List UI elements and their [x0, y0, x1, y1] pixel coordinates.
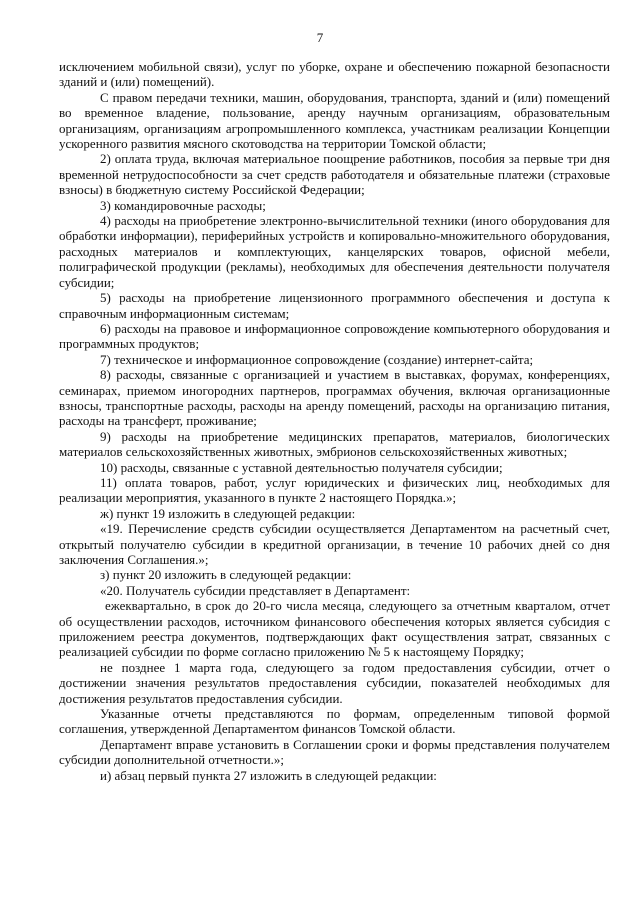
- paragraph: 9) расходы на приобретение медицинских препаратов, материалов, биологических материалов сельскохозяйственных животных, эмбрионов сельскохозяйственных животных;: [59, 428, 610, 460]
- paragraph: не позднее 1 марта года, следующего за годом предоставления субсидии, отчет о достижении значения результатов предоставления субсидии, показателей необходимых для достижения результатов предоставления субсидии.: [59, 659, 610, 706]
- paragraph: 2) оплата труда, включая материальное поощрение работников, пособия за первые три дня временной нетрудоспособности за счет средств работодателя и обязательные платежи (страховые взносы) в бюджетную систему Российской Федерации;: [59, 151, 610, 198]
- paragraph: и) абзац первый пункта 27 изложить в следующей редакции:: [100, 767, 437, 783]
- paragraph: Указанные отчеты представляются по формам, определенным типовой формой соглашения, утвержденной Департаментом финансов Томской области.: [59, 706, 610, 737]
- paragraph: «20. Получатель субсидии представляет в Департамент:: [100, 582, 411, 598]
- document-body: [59, 59, 610, 783]
- paragraph: ж) пункт 19 изложить в следующей редакции:: [100, 505, 356, 521]
- paragraph: 3) командировочные расходы;: [100, 197, 266, 213]
- paragraph: 6) расходы на правовое и информационное сопровождение компьютерного оборудования и программных продуктов;: [59, 320, 610, 352]
- paragraph: 10) расходы, связанные с уставной деятельностью получателя субсидии;: [100, 459, 503, 475]
- paragraph: 5) расходы на приобретение лицензионного программного обеспечения и доступа к справочным информационным системам;: [59, 290, 610, 321]
- paragraph: ежеквартально, в срок до 20-го числа месяца, следующего за отчетным кварталом, отчет об осуществлении расходов, источником финансового обеспечения которых является субсидия с приложением реестра документов, подтверждающих факт осуществления затрат, связанных с реализацией субсидии по форме согласно приложению № 5 к настоящему Порядку;: [59, 598, 610, 660]
- page-number: 7: [316, 30, 324, 45]
- paragraph: 7) техническое и информационное сопровождение (создание) интернет-сайта;: [100, 351, 534, 367]
- paragraph: 4) расходы на приобретение электронно-вычислительной техники (иного оборудования для обработки информации), периферийных устройств и копировально-множительного оборудования, расходных материалов и комплектующих, канцелярских товаров, офисной мебели, полиграфической продукции (рекламы), необходимых для обеспечения деятельности получателя субсидии;: [59, 213, 610, 290]
- paragraph: С правом передачи техники, машин, оборудования, транспорта, зданий и (или) помещений во временное владение, пользование, аренду научным организациям, образовательным организациям, организациям агропромышленного комплекса, участникам реализации Концепции ускоренного развития мясного скотоводства на территории Томской области;: [59, 89, 610, 152]
- paragraph: «19. Перечисление средств субсидии осуществляется Департаментом на расчетный счет, открытый получателю субсидии в кредитной организации, в течение 10 рабочих дней со дня заключения Соглашения.»;: [59, 521, 610, 567]
- paragraph: 11) оплата товаров, работ, услуг юридических и физических лиц, необходимых для реализации мероприятия, указанного в пункте 2 настоящего Порядка.»;: [59, 474, 610, 506]
- paragraph: Департамент вправе установить в Соглашении сроки и формы представления получателем субсидии дополнительной отчетности.»;: [59, 736, 610, 768]
- paragraph: 8) расходы, связанные с организацией и участием в выставках, форумах, конференциях, семинарах, приемом иногородних партнеров, программах обучения, включая организационные взносы, транспортные расходы, расходы на аренду помещений, расходы на организацию питания, расходы на трансферт, проживание;: [59, 367, 610, 429]
- paragraph: исключением мобильной связи), услуг по уборке, охране и обеспечению пожарной безопасности зданий и (или) помещений).: [59, 59, 610, 90]
- paragraph: з) пункт 20 изложить в следующей редакции:: [100, 567, 352, 583]
